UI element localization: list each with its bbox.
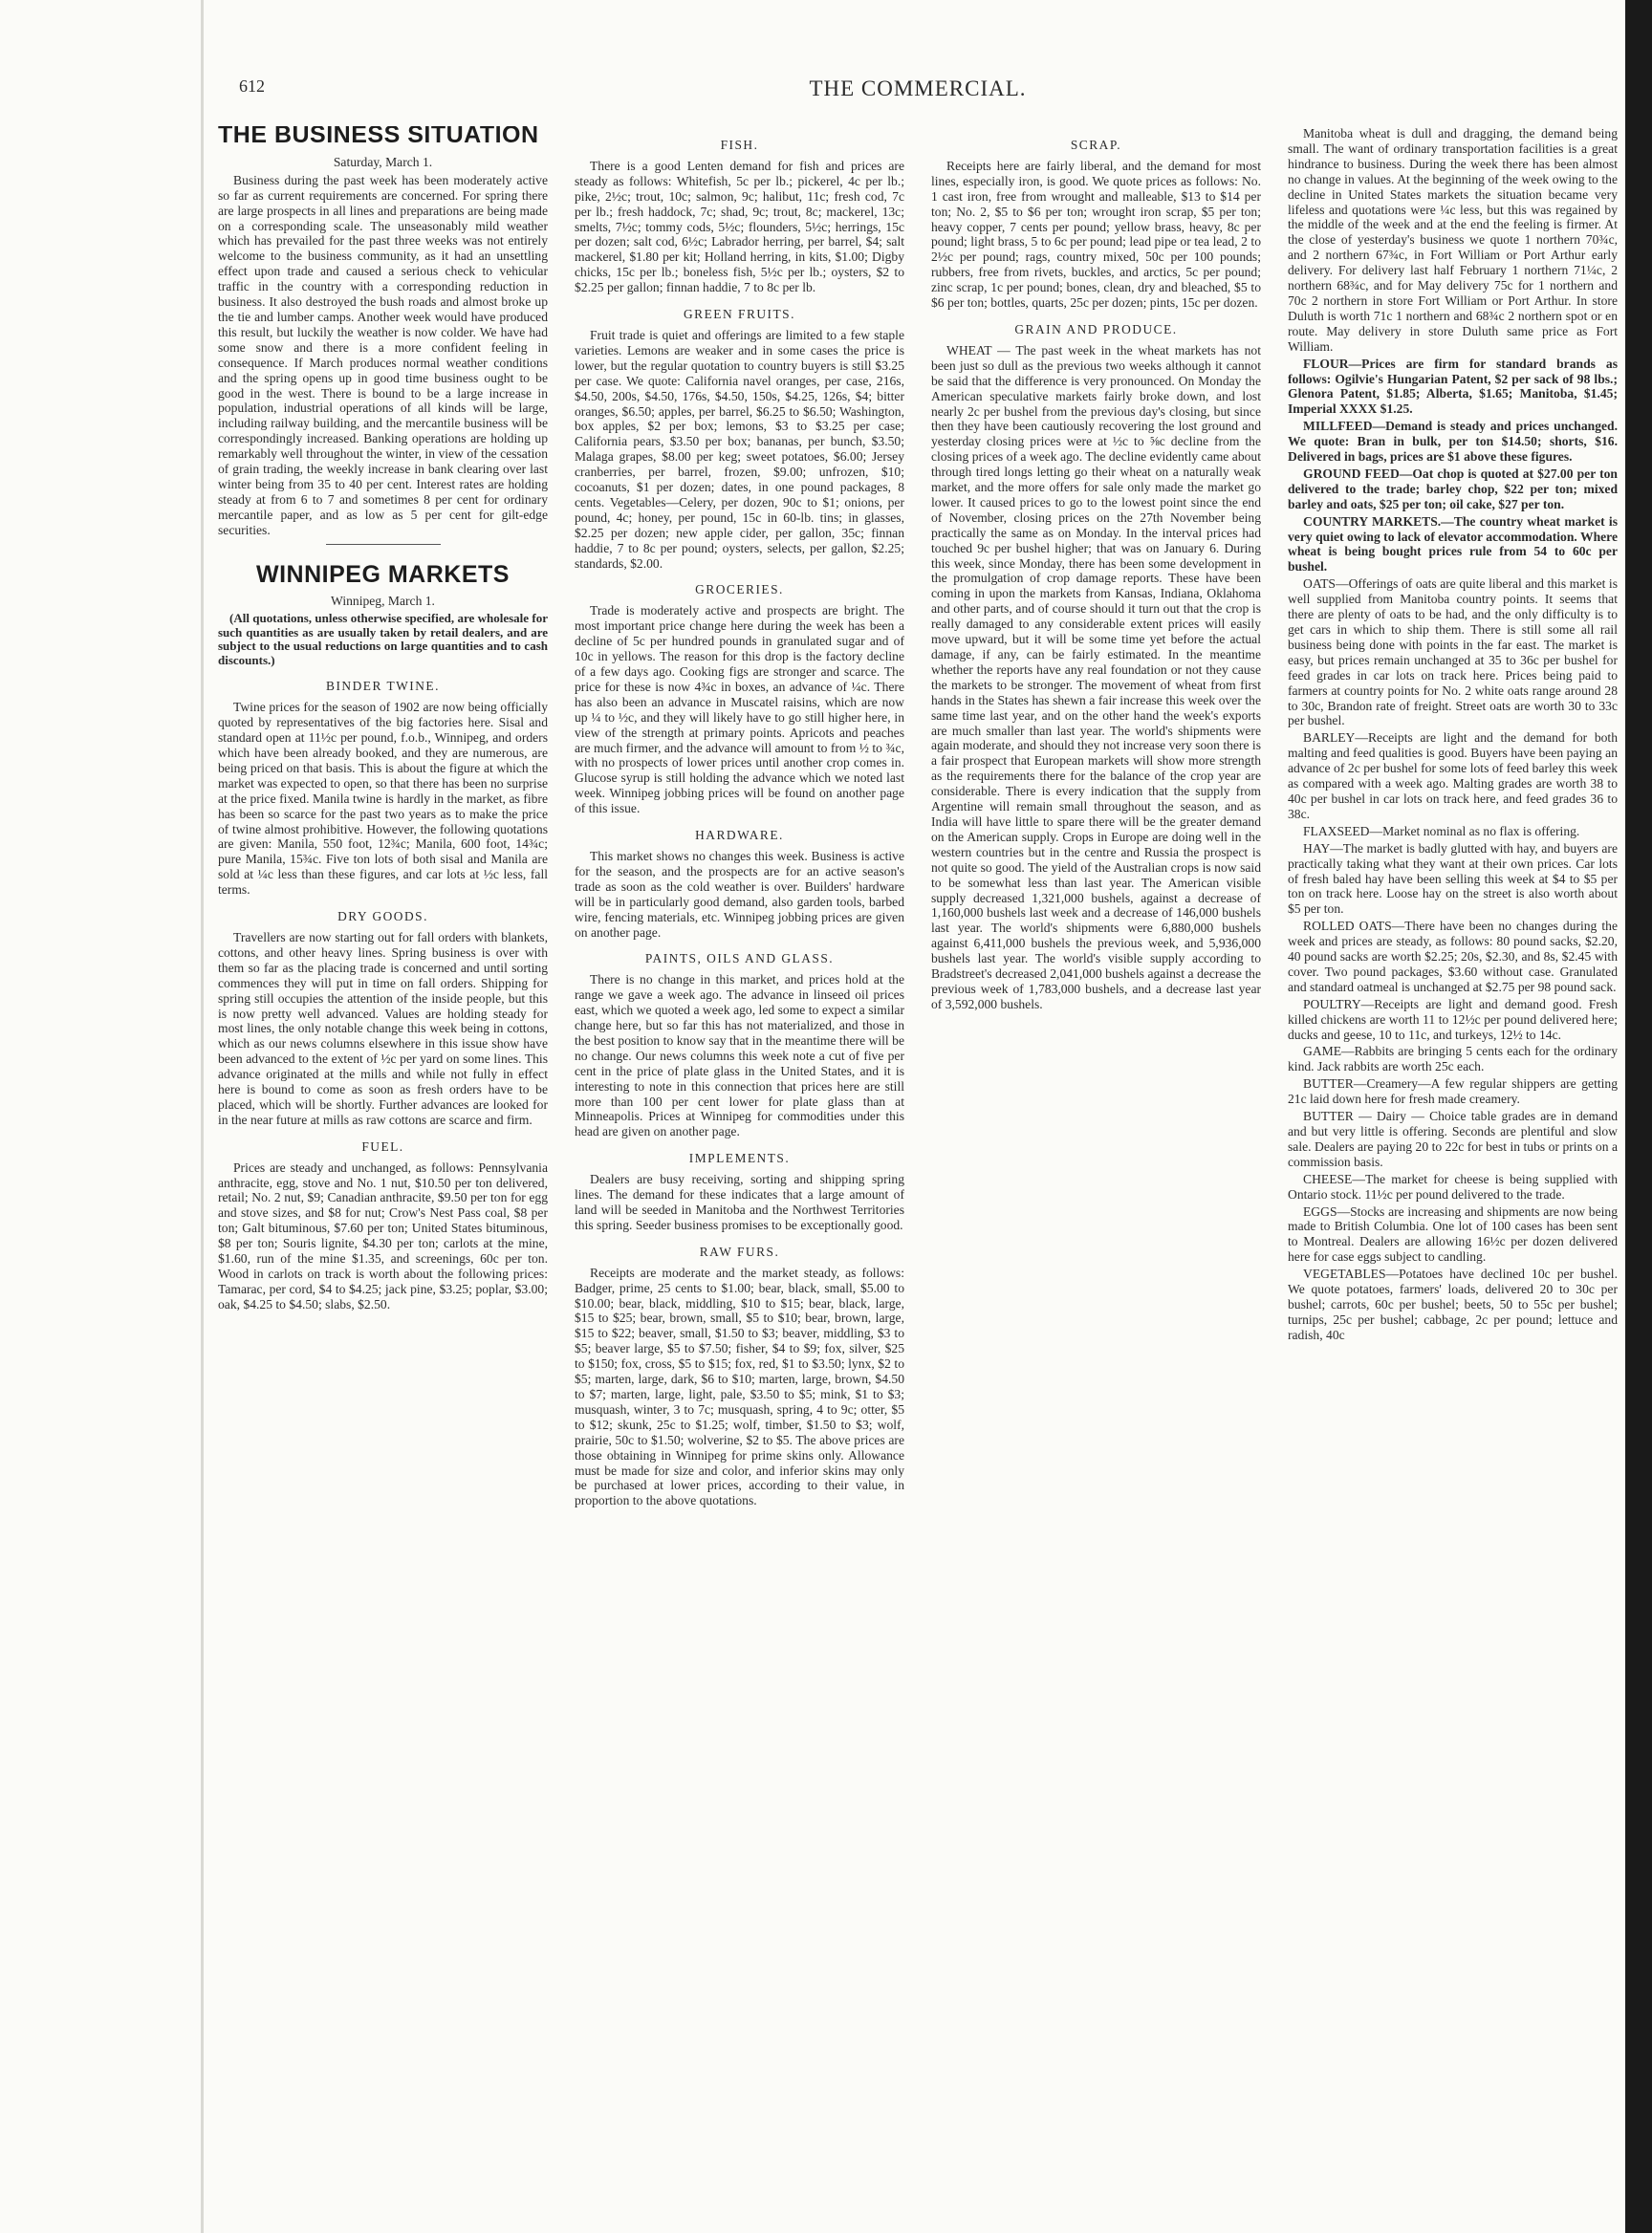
winnipeg-markets-title: WINNIPEG MARKETS <box>256 560 510 588</box>
dry-goods-title: DRY GOODS. <box>337 909 428 924</box>
butter-creamery-body: BUTTER—Creamery—A few regular shippers are getting 21c laid down here for fresh made creamery. <box>1288 1076 1618 1107</box>
game-body: GAME—Rabbits are bringing 5 cents each for the ordinary kind. Jack rabbits are worth 25c each. <box>1288 1044 1618 1074</box>
scan-edge <box>1625 0 1652 2233</box>
oats-body: OATS—Offerings of oats are quite liberal and this market is well supplied from Manitoba country points. It seems that there are plenty of oats to be had, and the only difficulty is to get cars in which to ship them. There is still some all rail business being done with points in the far east. The market is easy, but prices remain unchanged at 35 to 36c per bushel for feed grades in car lots on track here. Prices being paid to farmers at country points for No. 2 white oats range around 28 to 30c, Brandon rate of freight. Street oats are worth 30 to 33c per bushel. <box>1288 576 1618 728</box>
scrap-title: SCRAP. <box>1070 138 1122 152</box>
business-situation-body: Business during the past week has been moderately active so far as current requirements are concerned. For spring there are large prospects in all lines and preparations are being made on a corresponding scale. The unseasonably mild weather which has prevailed for the past three weeks was not entirely welcome to the business community, as it had an unsettling effect upon trade and caused a serious check to vehicular traffic in the country with a corresponding reduction in business. It also destroyed the bush roads and almost broke up the tie and lumber camps. Another week would have produced this result, but luckily the weather is now colder. We have had some snow and there is a more confident feeling in consequence. If March produces normal weather conditions and the spring opens up in good time business ought to be good in the west. There is bound to be a large increase in population, industrial operations of all kinds will be large, including railway building, and the mercantile business will be correspondingly increased. Banking operations are holding up remarkably well throughout the winter, in view of the cessation of grain trading, the weekly increase in bank clearing over last winter being from 35 to 40 per cent. Interest rates are holding steady at from 6 to 7 and sometimes 8 per cent for ordinary mercantile paper, and as low as 5 per cent for gilt-edge securities. <box>218 172 548 537</box>
publication-title: THE COMMERCIAL. <box>809 76 1027 100</box>
fish-title: FISH. <box>720 138 759 152</box>
scrap-body: Receipts here are fairly liberal, and the demand for most lines, especially iron, is good. We quote prices as follows: No. 1 cast iron, free from wrought and malleable, $13 to $14 per ton; No. 2, $5 to $6 per ton; wrought iron scrap, $5 per ton; heavy copper, 7 cents per pound; yellow brass, heavy, 8c per pound; light brass, 5 to 6c per pound; lead pipe or tea lead, 2 to 2½c per pound; rags, country mixed, 50c per 100 pounds; rubbers, free from rivets, buckles, and arctics, 5c per pound; zinc scrap, 1c per pound; bones, clean, dry and bleached, $5 to $6 per ton; bottles, quarts, 25c per dozen; pints, 15c per dozen. <box>931 158 1261 311</box>
winnipeg-markets-note: (All quotations, unless otherwise specified, are wholesale for such quantities as are usually taken by retail dealers, and are subject to the usual reductions on large quantities and to cash discounts.) <box>218 611 548 667</box>
implements-body: Dealers are busy receiving, sorting and shipping spring lines. The demand for these indicates that a large amount of land will be seeded in Manitoba and the Northwest Territories this spring. Seeder business promises to be exceptionally good. <box>575 1172 904 1232</box>
fuel-title: FUEL. <box>361 1138 404 1154</box>
hardware-body: This market shows no changes this week. Business is active for the season, and the prospects are for an active season's trade as soon as the cold weather is over. Builders' hardware will be in particularly good demand, also garden tools, barbed wire, fencing materials, etc. Winnipeg jobbing prices are given on another page. <box>575 848 904 940</box>
paints-title: PAINTS, OILS AND GLASS. <box>644 951 835 966</box>
vegetables-body: VEGETABLES—Potatoes have declined 10c per bushel. We quote potatoes, farmers' loads, delivered 20 to 30c per bushel; carrots, 60c per bushel; beets, 50 to 55c per bushel; turnips, 25c per bushel; cabbage, 2c per pound; lettuce and radish, 40c <box>1288 1267 1618 1342</box>
page-number: 612 <box>239 76 265 96</box>
cheese-body: CHEESE—The market for cheese is being supplied with Ontario stock. 11½c per pound delivered to the trade. <box>1288 1171 1618 1202</box>
fish-body: There is a good Lenten demand for fish and prices are steady as follows: Whitefish, 5c per lb.; pickerel, 4c per lb.; pike, 2½c; trout, 10c; salmon, 9c; halibut, 11c; fresh cod, 7c per lb.; fresh haddock, 7c; shad, 9c; trout, 8c; mackerel, 13c; smelts, 7½c; tommy cods, 5½c; flounders, 5½c; herrings, 15c per dozen; salt cod, 6½c; Labrador herring, per barrel, $4; salt mackerel, $1.80 per kit; Holland herring, in kits, $1.00; Digby chicks, 15c per lb.; boneless fish, 5½c per lb.; oysters, $2 to $2.25 per gallon; finnan haddie, 7 to 8c per lb. <box>575 158 904 295</box>
wheat-body: WHEAT — The past week in the wheat markets has not been just so dull as the previous two weeks although it cannot be said that the difference is very pronounced. On Monday the American speculative markets fairly broke down, and lost nearly 2c per bushel from the previous day's closing, but since then they have been cautiously recovering the lost ground and yesterday closing prices were at ½c to ⅝c decline from the closing prices of a week ago. The decline evidently came about through tired longs letting go their wheat on a naturally weak market, and the more offers for sale only made the market go lower. It caused prices to go to the lowest point since the end of November, closing prices on the 27th November being practically the same as on Monday. In the interval prices had touched 9c per bushel higher; that was on January 6. During this week, since Monday, there has been some development in the promulgation of crop damage reports. These have been coming in upon the markets from Kansas, Indiana, Oklahoma and other parts, and of course should it turn out that the crop is really damaged to any considerable extent prices will easily move upward, but it will be some time yet before the actual damage, if any, can be fairly estimated. In the meantime whether the reports have any real foundation or not they cause the markets to be stronger. The movement of wheat from first hands in the States has shewn a fair increase this week over the same time last year, and on the other hand the week's exports are much smaller than last year. The world's shipments were again moderate, and should they not increase very soon there is a fair prospect that European markets will show more strength as the requirements there for the balance of the crop year are considerable. There is every indication that the supply from Argentine will remain small throughout the season, and as India will have little to spare there will be the greater demand on the American supply. Crops in Europe are doing well in the western countries but in the centre and Russia the prospect is not quite so good. The yield of the Australian crops is now said to be somewhat less than last year. The American visible supply decreased 1,321,000 bushels, against a decrease of 1,160,000 bushels last week and a decrease of 146,000 bushels last year. The world's shipments were 6,880,000 bushels against 6,411,000 bushels the previous week, and 5,936,000 bushels last year. The world's visible supply according to Bradstreet's decreased 2,041,000 bushels against a decrease the previous week of 1,783,000 bushels, and a decrease last year of 3,592,000 bushels. <box>931 342 1261 1011</box>
green-fruits-body: Fruit trade is quiet and offerings are limited to a few staple varieties. Lemons are weaker and in some cases the price is lower, but the regular quotation to country buyers is still $3.25 per case. We quote: California navel oranges, per case, 216s, $4.50, 200s, $4.50, 176s, $4.50, 150s, $4.25, 126s, $4; bitter oranges, $6.50; apples, per barrel, $6.25 to $6.50; Washington, box apples, $2 per box; lemons, $3 to $3.25 per case; California pears, $3.50 per box; bananas, per bunch, $3.50; Malaga grapes, $8.00 per keg; sweet potatoes, $6.00; Jersey cranberries, per barrel, frozen, $9.00; unfrozen, $10; cocoanuts, $1 per dozen; dates, in one pound packages, 8 cents. Vegetables—Celery, per dozen, 90c to $1; onions, per pound, 4c; honey, per pound, 15c in 60-lb. tins; in glasses, $2.25 per dozen; new apple cider, per gallon, 35c; finnan haddie, 7 to 8c per pound; oysters, selects, per gallon, $2.25; standards, $2.00. <box>575 327 904 571</box>
implements-title: IMPLEMENTS. <box>688 1151 791 1166</box>
green-fruits-title: GREEN FRUITS. <box>684 307 795 322</box>
binder-twine-body: Twine prices for the season of 1902 are now being officially quoted by representatives of the big factories here. Sisal and standard open at 11½c per pound, f.o.b., Winnipeg, and orders which have been already booked, and they are numerous, are being priced on that basis. This is about the figure at which the market was expected to open, so that there has been no surprise at the price fixed. Manila twine is hardly in the market, as fibre has been so scarce for the past two years as to make the price of twine almost prohibitive. However, the following quotations are given: Manila, 550 foot, 12¾c; Manila, 600 foot, 14¾c; pure Manila, 15¾c. Five ton lots of both sisal and Manila are sold at ¼c less than these figures, and car lots at ½c less, fall terms. <box>218 700 548 898</box>
millfeed-body: MILLFEED—Demand is steady and prices unchanged. We quote: Bran in bulk, per ton $14.50; shorts, $16. Delivered in bags, prices are $1 above these figures. <box>1288 419 1618 465</box>
manitoba-wheat-body: Manitoba wheat is dull and dragging, the demand being small. The want of ordinary transportation facilities is a great hindrance to business. During the week there has been almost no change in values. At the beginning of the week owing to the decline in United States markets the situation became very lifeless and quotations were ¼c less, but this was regained by the middle of the week and at the end the feeling is firmer. At the close of yesterday's business we quote 1 northern 70¾c, and 2 northern 67¾c, in Fort William or Port Arthur early delivery. For delivery last half February 1 northern 71¼c, 2 northern 68¾c, and for May delivery 75c for 1 northern and 70c 2 northern in store Fort William or Port Arthur. In store Duluth is worth 71c 1 northern and 68¾c 2 northern spot or en route. May delivery in store Duluth same price as Fort William. <box>1288 126 1618 354</box>
column-2 <box>575 126 904 1510</box>
hardware-title: HARDWARE. <box>695 828 784 843</box>
winnipeg-markets-dateline: Winnipeg, March 1. <box>331 594 435 609</box>
business-situation-title: THE BUSINESS SITUATION <box>218 126 539 148</box>
binder-twine-title: BINDER TWINE. <box>326 679 440 694</box>
fuel-body: Prices are steady and unchanged, as follows: Pennsylvania anthracite, egg, stove and No. 1 nut, $10.50 per ton delivered, retail; No. 2 nut, $9; Canadian anthracite, $9.50 per ton for egg and stove sizes, and $8 for nut; Crow's Nest Pass coal, $8 per ton; Galt bituminous, $7.60 per ton; United States bituminous, $8 per ton; Souris lignite, $4.30 per ton; carlots at the mine, $1.60, run of the mine $1.35, and screenings, 60c per ton. Wood in carlots on track is worth about the following prices: Tamarac, per cord, $4 to $4.25; jack pine, $3.25; poplar, $3.00; oak, $4.25 to $4.50; slabs, $2.50. <box>218 1160 548 1312</box>
paints-body: There is no change in this market, and prices hold at the range we gave a week ago. The advance in linseed oil prices east, which we quoted a week ago, led some to expect a similar change here, but so far this has not materialized, and those in the best position to know say that in the meantime there will be no change. Our news columns this week note a cut of five per cent in the price of plate glass in the United States, and it is interesting to note in this connection that prices here are still more than 100 per cent lower for plate glass than at Minneapolis. Prices at Winnipeg for commodities under this head are given on another page. <box>575 972 904 1139</box>
butter-dairy-body: BUTTER — Dairy — Choice table grades are in demand and but very little is offering. Seconds are plentiful and slow sale. Dealers are paying 20 to 22c for best in tubs or prints on a commission basis. <box>1288 1109 1618 1169</box>
rolled-oats-body: ROLLED OATS—There have been no changes during the week and prices are steady, as follows: 80 pound sacks, $2.20, 40 pound sacks are worth $2.25; 20s, $2.30, and 8s, $2.45 with cover. Two pound packages, $3.60 without case. Granulated and standard oatmeal is unchanged at $2.75 per 98 pound sack. <box>1288 919 1618 994</box>
raw-furs-title: RAW FURS. <box>699 1244 780 1259</box>
column-3 <box>931 126 1261 1510</box>
business-situation-dateline: Saturday, March 1. <box>333 154 433 169</box>
column-4 <box>1288 126 1618 1510</box>
country-markets-body: COUNTRY MARKETS.—The country wheat market is very quiet owing to lack of elevator accommodation. Where wheat is being bought prices rule from 54 to 60c per bushel. <box>1288 513 1618 575</box>
column-1 <box>218 126 548 1510</box>
flaxseed-body: FLAXSEED—Market nominal as no flax is offering. <box>1303 823 1580 838</box>
groceries-title: GROCERIES. <box>695 582 784 597</box>
poultry-body: POULTRY—Receipts are light and demand good. Fresh killed chickens are worth 11 to 12½c per pound delivered here; ducks and geese, 10 to 11c, and turkeys, 12½ to 14c. <box>1288 996 1618 1042</box>
grain-title: GRAIN AND PRODUCE. <box>1014 321 1178 336</box>
flour-body: FLOUR—Prices are firm for standard brands as follows: Ogilvie's Hungarian Patent, $2 per sack of 98 lbs.; Glenora Patent, $1.85; Alberta, $1.65; Manitoba, $1.45; Imperial XXXX $1.25. <box>1288 356 1618 417</box>
ground-feed-body: GROUND FEED—Oat chop is quoted at $27.00 per ton delivered to the trade; barley chop, $22 per ton; mixed barley and oats, $25 per ton; oil cake, $27 per ton. <box>1288 466 1618 511</box>
dry-goods-body: Travellers are now starting out for fall orders with blankets, cottons, and other heavy lines. Spring business is over with them so far as the placing trade is concerned and until sorting commences they will put in time on fall orders. Shipping for spring still occupies the attention of the inside people, but this is now pretty well advanced. Values are holding steady for most lines, the only notable change this week being in cottons, which as our news columns elsewhere in this issue show have been advanced to the extent of ½c per yard on some lines. This advance originated at the mills and while not fully in effect here is bound to come as soon as fresh orders have to be placed, which will be shortly. Further advances are looked for in the near future at mills as raw cottons are scarce and firm. <box>218 929 548 1127</box>
groceries-body: Trade is moderately active and prospects are bright. The most important price change here during the week has been a decline of 5c per hundred pounds in granulated sugar and of 10c in yellows. The reason for this drop is the factory decline of a few days ago. Cooking figs are stronger and scarce. The price for these is now 4¾c in boxes, an advance of ¼c. There has also been an advance in Muscatel raisins, which are now up ¼ to ½c, and they will likely have to go still higher here, in view of the strength at primary points. Apricots and peaches are much firmer, and the advance will amount to from ½ to ¾c, with no prospects of lower prices until another crop comes in. Glucose syrup is still holding the advance which we noted last week. Winnipeg jobbing prices will be found on another page of this issue. <box>575 603 904 816</box>
newspaper-page <box>218 67 1618 2189</box>
raw-furs-body: Receipts are moderate and the market steady, as follows: Badger, prime, 25 cents to $1.00; bear, black, small, $5.00 to $10.00; bear, black, middling, $10 to $15; bear, black, large, $15 to $25; bear, brown, small, $5 to $10; bear, brown, large, $15 to $22; beaver, small, $1.50 to $3; beaver, middling, $3 to $5; beaver large, $5 to $7.50; fisher, $4 to $9; fox, silver, $25 to $150; fox, cross, $5 to $15; fox, red, $1 to $3.50; lynx, $2 to $5; marten, large, dark, $6 to $10; marten, large, brown, $4.50 to $7; marten, large, light, pale, $3.50 to $5; mink, $1 to $3; musquash, winter, 3 to 7c; musquash, spring, 4 to 9c; otter, $5 to $12; skunk, 25c to $1.25; wolf, timber, $1.50 to $3; wolf, prairie, 50c to $1.50; wolverine, $2 to $5. The above prices are those obtaining in Winnipeg for prime skins only. Allowance must be made for size and color, and inferior skins may only be purchased at lower prices, according to their value, in proportion to the above quotations. <box>575 1265 904 1508</box>
eggs-body: EGGS—Stocks are increasing and shipments are now being made to British Columbia. One lot of 100 cases has been sent to Montreal. Dealers are allowing 16½c per dozen delivered here for case eggs subject to candling. <box>1288 1203 1618 1265</box>
page-header <box>218 67 1618 105</box>
barley-body: BARLEY—Receipts are light and the demand for both malting and feed qualities is good. Buyers have been paying an advance of 2c per bushel for some lots of feed barley this week as compared with a week ago. Malting grades are worth 38 to 40c per bushel in car lots on track here, and feed grades 36 to 38c. <box>1288 730 1618 821</box>
hay-body: HAY—The market is badly glutted with hay, and buyers are practically taking what they want at their own prices. Car lots of fresh baled hay have been selling this week at $4 to $5 per ton on track here. Loose hay on the street is also worth about $5 per ton. <box>1288 840 1618 917</box>
scan-gutter <box>201 0 204 2233</box>
divider <box>326 544 441 545</box>
columns <box>218 126 1618 1510</box>
